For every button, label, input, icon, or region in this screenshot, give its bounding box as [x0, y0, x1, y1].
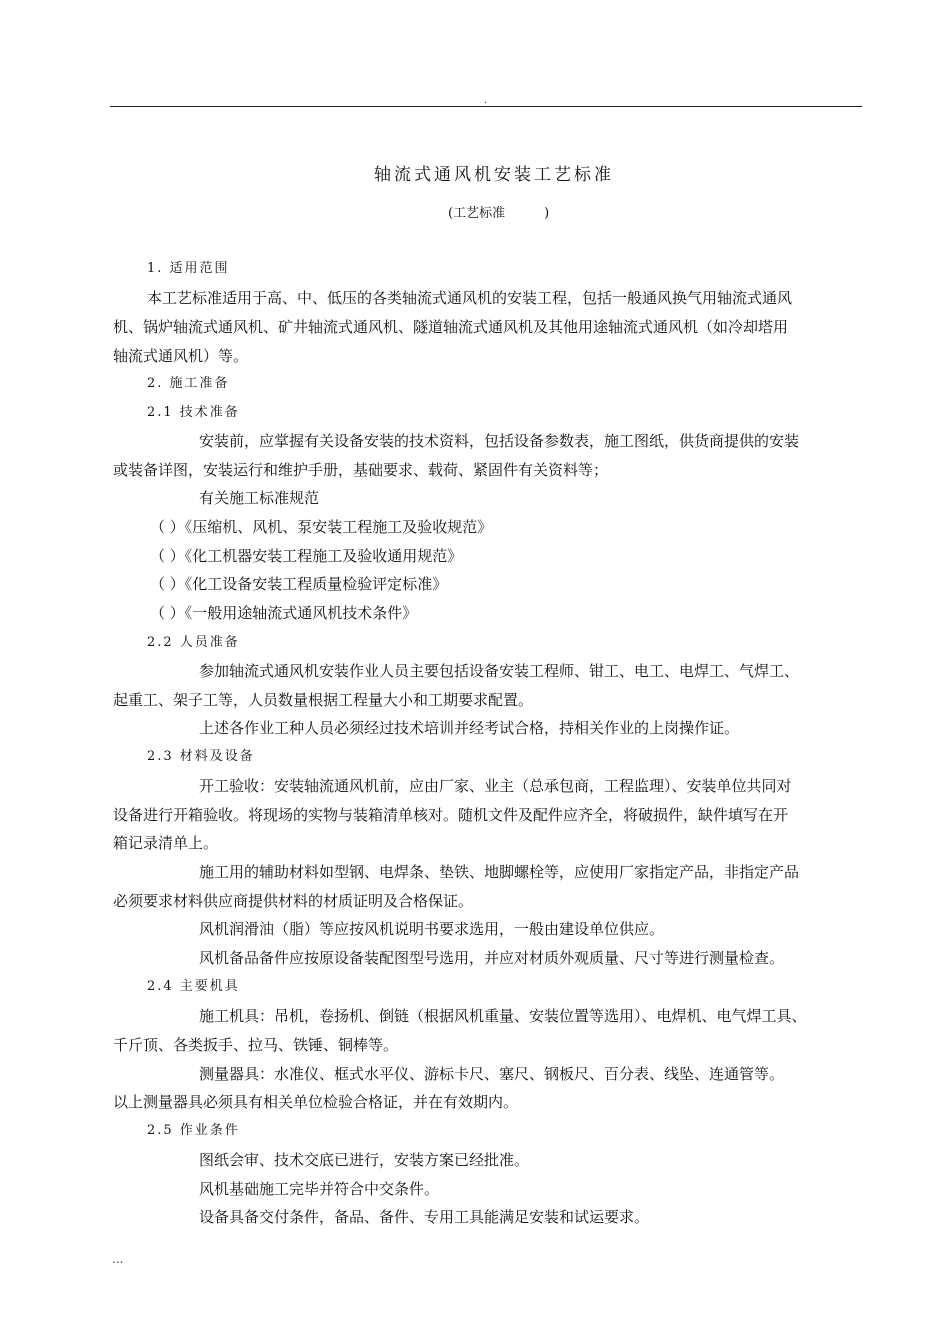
paragraph-line: 施工机具：吊机，卷扬机、倒链（根据风机重量、安装位置等选用）、电焊机、电气焊工具、: [199, 1007, 807, 1025]
paragraph-line: 施工用的辅助材料如型钢、电焊条、垫铁、地脚螺栓等，应使用厂家指定产品，非指定产品: [199, 863, 800, 881]
footer-mark: ...: [112, 1252, 124, 1266]
standard-item: （ ）《一般用途轴流式通风机技术条件》: [150, 604, 418, 622]
paragraph-line: 图纸会审、技术交底已进行，安装方案已经批准。: [199, 1151, 530, 1169]
section-heading: 2.3 材料及设备: [147, 749, 255, 764]
paragraph-line: 设备具备交付条件，备品、备件、专用工具能满足安装和试运要求。: [199, 1208, 650, 1226]
paragraph-line: 开工验收：安装轴流通风机前，应由厂家、业主（总承包商，工程监理）、安装单位共同对: [199, 777, 792, 795]
section-heading: 1. 适用范围: [147, 261, 230, 276]
paragraph-line: 风机润滑油（脂）等应按风机说明书要求选用，一般由建设单位供应。: [199, 920, 665, 938]
paragraph-line: 必须要求材料供应商提供材料的材质证明及合格保证。: [113, 892, 474, 910]
paragraph-line: 风机备品备件应按原设备装配图型号选用，并应对材质外观质量、尺寸等进行测量检查。: [199, 949, 785, 967]
paragraph-line: 机、锅炉轴流式通风机、矿井轴流式通风机、隧道轴流式通风机及其他用途轴流式通风机（如冷却塔用: [113, 318, 789, 336]
paragraph-line: 以上测量器具必须具有相关单位检验合格证，并在有效期内。: [113, 1093, 519, 1111]
paragraph-line: 千斤顶、各类扳手、拉马、铁锤、铜棒等。: [113, 1036, 399, 1054]
section-heading: 2.4 主要机具: [147, 979, 240, 994]
standard-item: （ ）《压缩机、风机、泵安装工程施工及验收规范》: [150, 518, 493, 536]
paragraph-line: 风机基础施工完毕并符合中交条件。: [199, 1180, 440, 1198]
paragraph-line: 安装前，应掌握有关设备安装的技术资料，包括设备参数表，施工图纸，供货商提供的安装: [199, 432, 800, 450]
section-heading: 2.1 技术准备: [147, 405, 240, 420]
header-mark-right: .: [860, 99, 864, 110]
paragraph-line: 箱记录清单上。: [113, 834, 219, 852]
paragraph-line: 有关施工标准规范: [199, 489, 320, 507]
paragraph-line: 或装备详图，安装运行和维护手册，基础要求、载荷、紧固件有关资料等；: [113, 461, 609, 479]
section-heading: 2.5 作业条件: [147, 1123, 240, 1138]
document-subtitle: (工艺标准 ): [448, 206, 550, 221]
standard-item: （ ）《化工机器安装工程施工及验收通用规范》: [150, 547, 463, 565]
section-heading: 2. 施工准备: [147, 376, 230, 391]
paragraph-line: 设备进行开箱验收。将现场的实物与装箱清单核对。随机文件及配件应齐全，将破损件，缺件填写在开: [113, 806, 789, 824]
paragraph-line: 参加轴流式通风机安装作业人员主要包括设备安装工程师、钳工、电工、电焊工、气焊工、: [199, 662, 800, 680]
header-mark-center: .: [484, 95, 488, 106]
paragraph-line: 本工艺标准适用于高、中、低压的各类轴流式通风机的安装工程，包括一般通风换气用轴流式通风: [147, 289, 793, 307]
document-title: 轴流式通风机安装工艺标准: [374, 165, 614, 185]
paragraph-line: 起重工、架子工等，人员数量根据工程量大小和工期要求配置。: [113, 691, 534, 709]
standard-item: （ ）《化工设备安装工程质量检验评定标准》: [150, 575, 448, 593]
paragraph-line: 测量器具：水准仪、框式水平仪、游标卡尺、塞尺、钢板尺、百分表、线坠、连通管等。: [199, 1065, 785, 1083]
paragraph-line: 轴流式通风机）等。: [113, 347, 249, 365]
header-rule: [110, 106, 862, 107]
paragraph-line: 上述各作业工种人员必须经过技术培训并经考试合格，持相关作业的上岗操作证。: [199, 719, 740, 737]
section-heading: 2.2 人员准备: [147, 635, 240, 650]
